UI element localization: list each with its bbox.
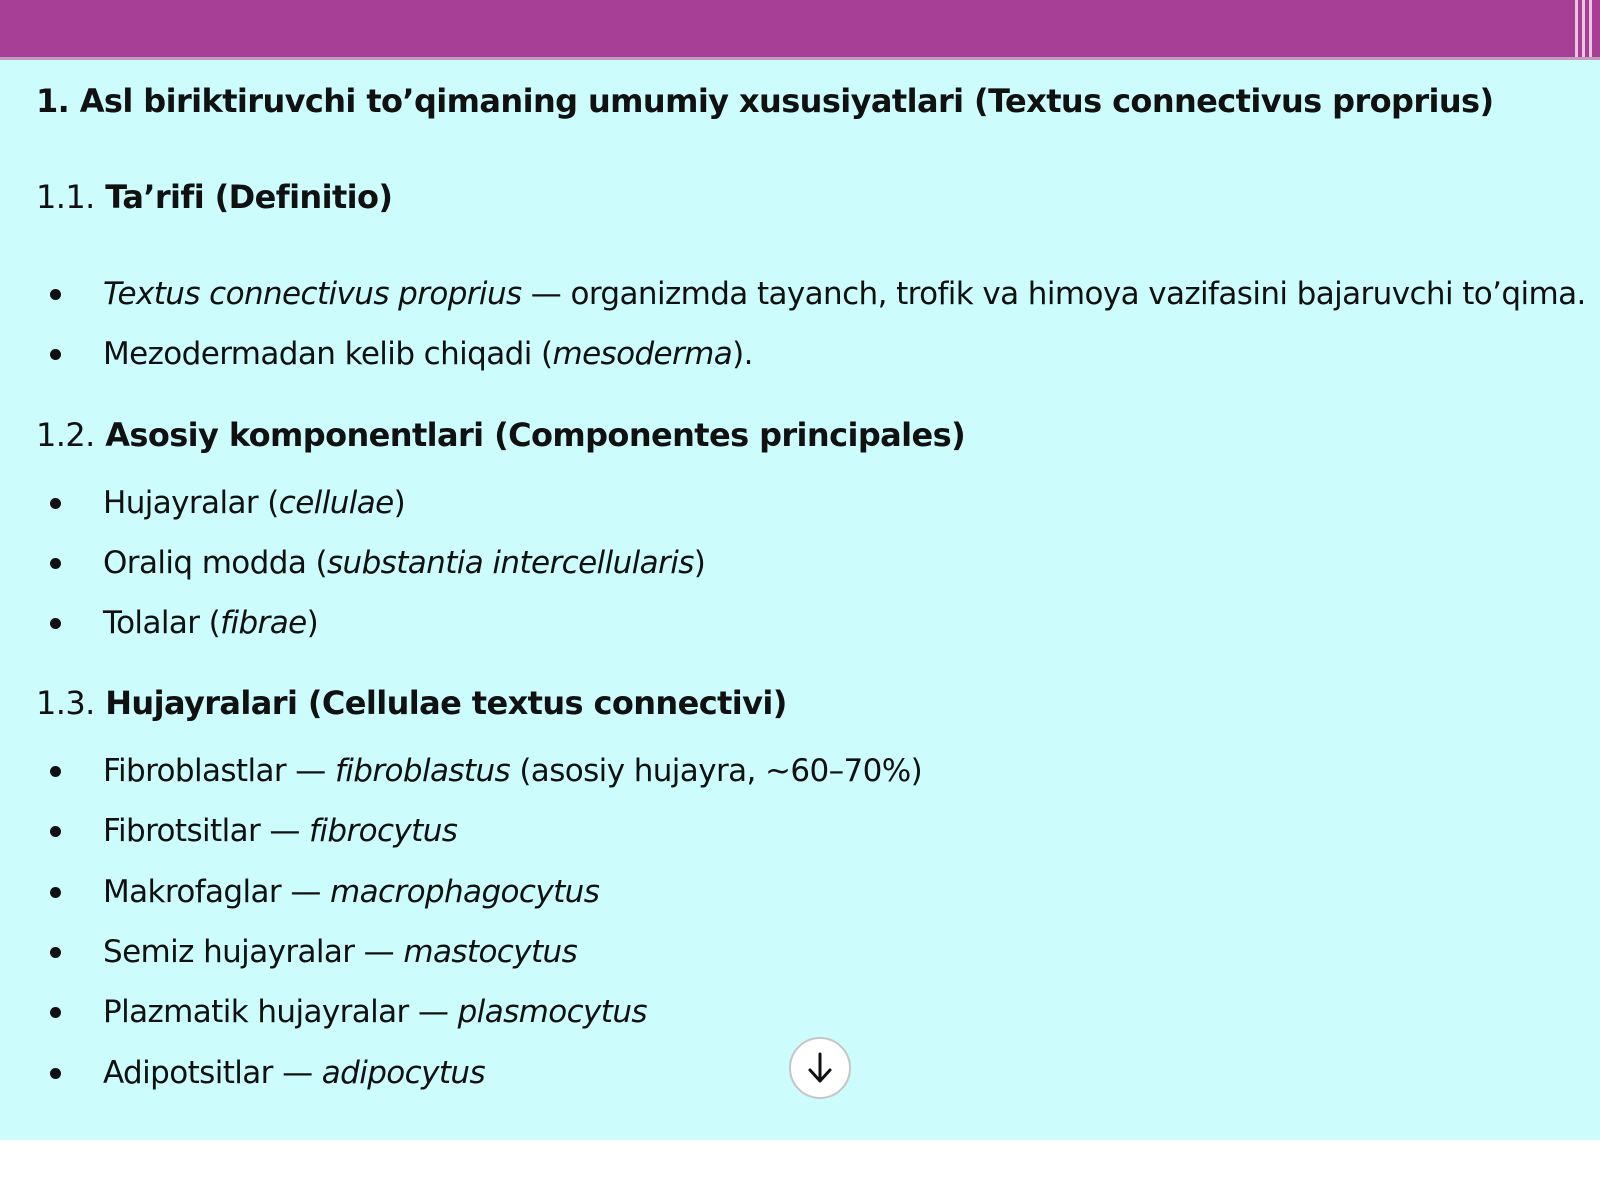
list-item: Adipotsitlar — adipocytus [50,1055,485,1091]
bullet-icon [50,766,61,777]
list-item: Oraliq modda (substantia intercellularis) [50,545,705,581]
list-item: Fibrotsitlar — fibrocytus [50,813,457,849]
bullet-icon [50,887,61,898]
list-item: Hujayralar (cellulae) [50,485,405,521]
list-item: Fibroblastlar — fibroblastus (asosiy hujayra, ~60–70%) [50,753,922,789]
arrow-down-icon [805,1051,835,1085]
window-edge-lines [1552,0,1592,57]
bullet-icon [50,349,61,360]
subsection-title-definition: 1.1. Ta’rifi (Definitio) [36,178,393,216]
bullet-icon [50,1068,61,1079]
list-item: Textus connectivus proprius — organizmda tayanch, trofik va himoya vazifasini bajaruvchi to’qima. [50,276,1586,312]
section-title: 1. Asl biriktiruvchi to’qimaning umumiy xususiyatlari (Textus connectivus proprius) [36,82,1494,120]
bullet-icon [50,618,61,629]
bullet-icon [50,947,61,958]
scroll-down-button[interactable] [789,1037,851,1099]
list-item: Plazmatik hujayralar — plasmocytus [50,994,647,1030]
document-content [0,60,1600,1140]
subsection-title-cells: 1.3. Hujayralari (Cellulae textus connectivi) [36,684,787,722]
subsection-title-components: 1.2. Asosiy komponentlari (Componentes principales) [36,416,966,454]
header-bar [0,0,1600,57]
bullet-icon [50,558,61,569]
list-item: Mezodermadan kelib chiqadi (mesoderma). [50,336,753,372]
bullet-icon [50,289,61,300]
bullet-icon [50,826,61,837]
bullet-icon [50,1007,61,1018]
list-item: Semiz hujayralar — mastocytus [50,934,577,970]
bullet-icon [50,498,61,509]
list-item: Tolalar (fibrae) [50,605,318,641]
list-item: Makrofaglar — macrophagocytus [50,874,599,910]
